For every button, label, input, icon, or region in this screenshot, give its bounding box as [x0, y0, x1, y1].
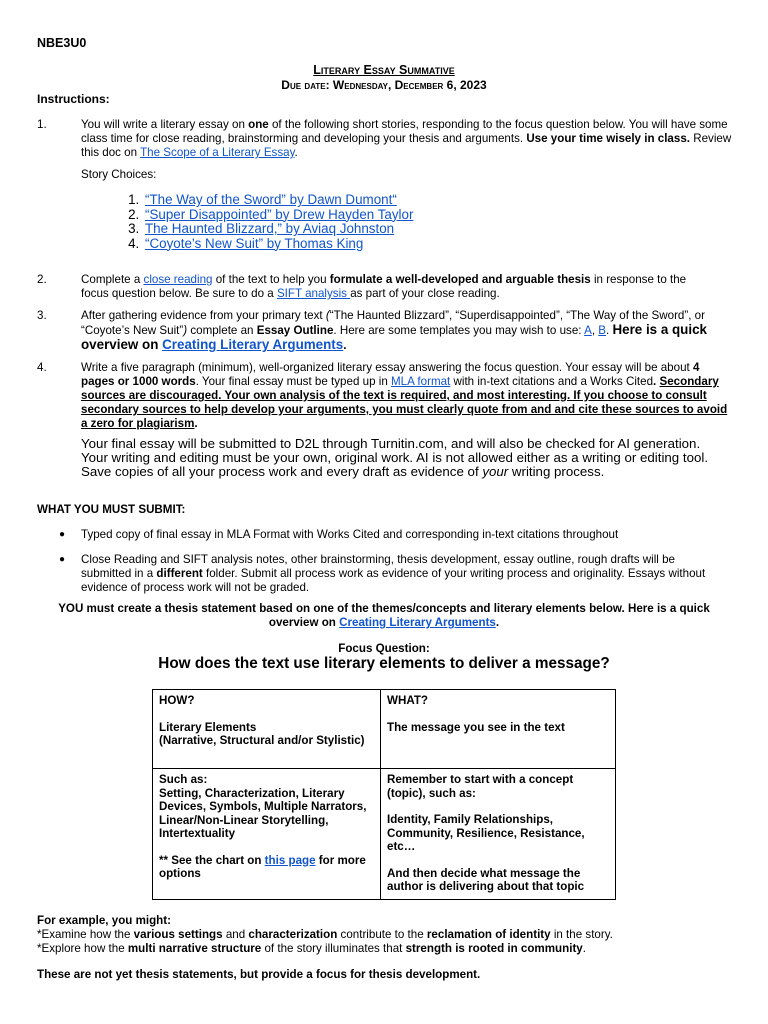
- ex1-a: *Examine how the: [37, 928, 134, 941]
- item-4-c: with in-text citations and a Works Cited: [450, 375, 654, 388]
- bullet-2-dot: ●: [59, 554, 66, 565]
- item-2-c: in response to the focus question below. Be sure to do a: [81, 273, 687, 300]
- final-para-b: writing process.: [508, 464, 605, 480]
- story-choices-label: Story Choices:: [81, 168, 157, 181]
- course-code: NBE3U0: [37, 36, 87, 50]
- bullet-2-b: folder. Submit all process work as evidence of your writing process and originality. Essays without evidence of process work will not be graded.: [81, 567, 706, 594]
- ex2-d: strength is rooted in community: [405, 942, 583, 955]
- item-4-d: .: [653, 375, 660, 388]
- story-choice-4: [143, 237, 518, 252]
- item-4-number: 4.: [37, 361, 47, 374]
- item-3-f: .: [343, 339, 347, 352]
- item-4-text: [81, 361, 733, 431]
- see-chart-b: for more options: [159, 853, 366, 880]
- submit-heading: WHAT YOU MUST SUBMIT:: [37, 503, 186, 516]
- thesis-note-b: .: [495, 616, 500, 629]
- table-cell-elements: [153, 769, 381, 900]
- example-1: [37, 928, 737, 942]
- item-3-paren-open: (: [325, 309, 330, 322]
- elements-list: Setting, Characterization, Literary Devices, Symbols, Multiple Narrators, Linear/Non-Linear Storytelling, Intertextuality: [159, 786, 367, 840]
- template-a-link[interactable]: A: [584, 324, 592, 337]
- item-1-use-time: Use your time wisely in class.: [526, 132, 690, 145]
- ex1-c: and: [222, 928, 249, 941]
- bullet-1-text: Typed copy of final essay in MLA Format with Works Cited and corresponding in-text citations throughout: [81, 528, 619, 541]
- item-2-b: of the text to help you: [212, 273, 330, 286]
- mla-format-link[interactable]: MLA format: [391, 375, 451, 388]
- template-b-link[interactable]: B: [598, 324, 606, 337]
- item-3-paren-close: ): [183, 324, 188, 337]
- table-cell-what: [381, 690, 616, 769]
- how-header: HOW?: [159, 694, 195, 707]
- item-3-a: After gathering evidence from your primary text: [81, 309, 326, 322]
- item-2-text: [81, 273, 696, 301]
- item-2-number: 2.: [37, 273, 47, 286]
- see-chart-a: ** See the chart on: [159, 853, 265, 867]
- document-title: Literary Essay Summative: [313, 63, 455, 77]
- ex1-e: contribute to the: [337, 928, 427, 941]
- story-choice-1: [143, 193, 518, 208]
- story-link-1[interactable]: “The Way of the Sword” by Dawn Dumont“: [145, 192, 397, 207]
- table-cell-concepts: [381, 769, 616, 900]
- story-choice-2: [143, 208, 518, 223]
- closing-note: These are not yet thesis statements, but provide a focus for thesis development.: [37, 968, 481, 981]
- story-choice-3: [143, 222, 518, 237]
- bullet-2-text: [81, 553, 721, 595]
- see-chart-note: [159, 854, 374, 881]
- item-4-b: . Your final essay must be typed up in: [195, 375, 391, 388]
- story-link-2[interactable]: “Super Disappointed” by Drew Hayden Taylor: [145, 206, 414, 222]
- ex2-e: .: [582, 942, 586, 955]
- creating-literary-arguments-link[interactable]: Creating Literary Arguments: [162, 337, 344, 352]
- example-2: [37, 942, 737, 956]
- item-1-one: one: [248, 118, 269, 131]
- ex2-c: of the story illuminates that: [261, 942, 406, 955]
- this-page-link[interactable]: this page: [264, 853, 316, 867]
- what-header: WHAT?: [387, 694, 428, 707]
- instructions-heading: Instructions:: [37, 92, 110, 106]
- focus-label: Focus Question:: [338, 642, 430, 655]
- item-1-b: of the following short stories, responding to the focus question below. You will have some class time for close reading, brainstorming and developing your thesis and arguments.: [81, 118, 728, 145]
- message-label: The message you see in the text: [387, 720, 565, 734]
- bullet-1-dot: ●: [59, 529, 66, 540]
- story-link-4[interactable]: “Coyote’s New Suit” by Thomas King: [145, 235, 364, 251]
- item-4-e: .: [194, 417, 198, 430]
- ex1-g: in the story.: [550, 928, 613, 941]
- literary-elements-label: Literary Elements: [159, 720, 257, 734]
- item-3-b: “The Haunted Blizzard”, “Superdisappointed”, “The Way of the Sword”, or “Coyote’s New Suit”: [81, 309, 705, 337]
- concepts-list: Identity, Family Relationships, Community, Resilience, Resistance, etc…: [387, 813, 585, 853]
- item-2-bold: formulate a well-developed and arguable thesis: [329, 273, 591, 286]
- close-reading-link[interactable]: close reading: [143, 273, 213, 286]
- item-3-text: [81, 309, 741, 353]
- item-3-quick-overview: Here is a quick overview on: [81, 322, 707, 352]
- remember-note: Remember to start with a concept (topic), such as:: [387, 773, 574, 800]
- sift-analysis-link[interactable]: SIFT analysis: [276, 287, 351, 300]
- item-1-d: .: [294, 146, 298, 159]
- focus-question: How does the text use literary elements to deliver a message?: [158, 655, 610, 672]
- then-decide-note: And then decide what message the author is delivering about that topic: [387, 866, 585, 893]
- table-row: [153, 690, 616, 769]
- item-4-secondary-warning: Secondary sources are discouraged. Your own analysis of the text is required, and most interesting. If you choose to consult secondary sources to help develop your arguments, you must clearly quote from and and cite these sources to avoid a zero for plagiarism: [81, 375, 728, 430]
- due-date: Due date: Wednesday, December 6, 2023: [281, 78, 487, 92]
- bullet-2-a: Close Reading and SIFT analysis notes, other brainstorming, thesis development, essay outline, rough drafts will be submitted in a: [81, 553, 675, 580]
- item-1-a: You will write a literary essay on: [81, 118, 249, 131]
- table-row: [153, 769, 616, 900]
- item-4-pages: 4 pages or 1000 words: [81, 361, 700, 388]
- item-1-c: Review this doc on: [81, 132, 732, 159]
- bullet-2-different: different: [156, 567, 203, 580]
- item-1-text: [81, 118, 741, 160]
- thesis-note: [37, 602, 731, 630]
- scope-of-literary-essay-link[interactable]: The Scope of a Literary Essay: [140, 146, 295, 159]
- item-3-essay-outline: Essay Outline: [256, 324, 334, 337]
- thesis-note-a: YOU must create a thesis statement based on one of the themes/concepts and literary elements below. Here is a quick overview on: [58, 602, 710, 629]
- story-link-3[interactable]: The Haunted Blizzard,” by Aviaq Johnston: [145, 221, 395, 236]
- story-list: [118, 193, 518, 251]
- item-4-a: Write a five paragraph (minimum), well-organized literary essay answering the focus question. Your essay will be about: [81, 361, 693, 374]
- item-3-d: . Here are some templates you may wish to use:: [333, 324, 585, 337]
- item-3-number: 3.: [37, 309, 47, 322]
- ex1-f: reclamation of identity: [426, 928, 551, 941]
- such-as-label: Such as:: [159, 773, 208, 786]
- item-3-sep: ,: [591, 324, 599, 337]
- ex1-d: characterization: [248, 928, 338, 941]
- thesis-creating-arguments-link[interactable]: Creating Literary Arguments: [339, 616, 496, 629]
- example-heading: For example, you might:: [37, 914, 171, 927]
- final-para-a: Your final essay will be submitted to D2L through Turnitin.com, and will also be checked for AI generation. Your writing and editing must be your own, original work. AI is not allowed either as a writing or editing tool. Save copies of all your process work and every draft as evidence of: [81, 436, 709, 480]
- focus-table: [152, 689, 616, 900]
- item-1-number: 1.: [37, 118, 47, 131]
- item-2-d: as part of your close reading.: [350, 287, 500, 300]
- final-para-your: your: [482, 464, 509, 480]
- item-3-e: .: [606, 324, 613, 337]
- literary-elements-types: (Narrative, Structural and/or Stylistic): [159, 734, 365, 747]
- ex2-b: multi narrative structure: [127, 942, 262, 955]
- item-3-c: complete an: [187, 324, 257, 337]
- item-2-a: Complete a: [81, 273, 144, 286]
- ex2-a: *Explore how the: [37, 942, 128, 955]
- table-cell-how: [153, 690, 381, 769]
- final-submission-paragraph: [81, 437, 721, 480]
- ex1-b: various settings: [133, 928, 223, 941]
